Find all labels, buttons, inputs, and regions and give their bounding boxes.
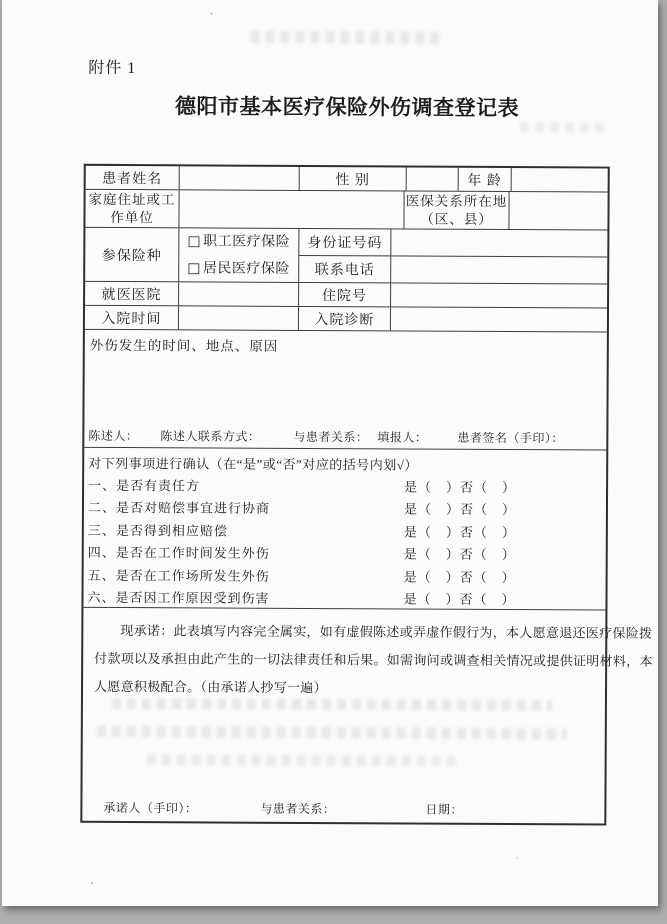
- confirm-item-1-options: 是（ ）否（ ）: [404, 479, 517, 496]
- scan-ghost-artifact: [520, 122, 605, 132]
- confirm-item-3: [88, 520, 606, 545]
- narrator-line: [84, 427, 606, 446]
- option-resident-insurance: [187, 255, 298, 283]
- page-title: 德阳市基本医疗保险外伤调查登记表: [175, 94, 520, 121]
- inpatient-no-label: 住院号: [299, 283, 391, 306]
- id-phone-subgrid: [299, 229, 607, 284]
- gender-value-cell: [407, 168, 459, 191]
- hospital-value-cell: [179, 282, 299, 306]
- patient-name-value-cell: [180, 166, 300, 190]
- checkbox-resident-icon: □: [187, 259, 202, 276]
- confirm-item-4-options: 是（ ）否（ ）: [403, 546, 516, 563]
- confirm-item-2-options: 是（ ）否（ ）: [403, 501, 517, 518]
- hospital-label: 就医医院: [85, 282, 179, 305]
- address-label-line1: 家庭住址或工: [88, 191, 176, 207]
- promiser-footer-line: [82, 799, 662, 818]
- insured-area-label: [404, 191, 509, 229]
- option-employee-label: 职工医疗保险: [203, 233, 291, 250]
- checkbox-employee-icon: □: [187, 232, 202, 249]
- address-value-cell: [179, 190, 404, 228]
- confirm-item-4: [88, 542, 606, 567]
- insurance-options-cell: [179, 228, 299, 282]
- address-label: [85, 190, 179, 227]
- patient-signature-label: 患者签名（手印）：: [457, 430, 564, 446]
- insurance-type-label: 参保险种: [85, 228, 179, 281]
- commitment-line3: 人愿意积极配合。（由承诺人抄写一遍）: [93, 678, 327, 696]
- option-employee-insurance: [187, 228, 298, 256]
- row-admission: [85, 306, 607, 333]
- confirm-item-1-label: 一、是否有责任方: [88, 477, 201, 494]
- confirm-item-1: [88, 475, 606, 500]
- row-commitment: [82, 608, 653, 824]
- row-hospital: [85, 282, 607, 309]
- commitment-cell: [82, 608, 663, 824]
- id-number-label: 身份证号码: [299, 229, 391, 255]
- confirm-item-6-options: 是（ ）否（ ）: [403, 591, 516, 608]
- scan-speck: [91, 882, 93, 884]
- commitment-paragraph: [83, 608, 663, 704]
- row-address: [85, 190, 607, 231]
- phone-label: 联系电话: [299, 256, 391, 282]
- row-insurance-type: [85, 228, 607, 285]
- patient-name-label: 患者姓名: [86, 166, 180, 189]
- confirm-item-2-label: 二、是否对赔偿事宜进行协商: [87, 500, 271, 517]
- age-label: 年 龄: [459, 168, 512, 191]
- narrator-label: 陈述人：: [88, 428, 139, 444]
- insured-area-value-cell: [509, 192, 607, 230]
- commitment-line2: 付款项以及承担由此产生的一切法律责任和后果。如需询问或调查相关情况或提供证明材料，本: [94, 650, 653, 669]
- option-resident-label: 居民医疗保险: [202, 260, 290, 277]
- insured-area-label-line2: （区、县）: [420, 211, 493, 227]
- admit-time-value-cell: [179, 306, 299, 330]
- confirm-item-2: [88, 497, 606, 522]
- scan-ghost-artifact: [250, 31, 445, 44]
- date-label: 日期：: [425, 802, 463, 817]
- confirm-item-5-options: 是（ ）否（ ）: [403, 569, 516, 585]
- commitment-line1: 现承诺：此表填写内容完全属实，如有虚假陈述或弄虚作假行为，本人愿意退还医疗保险拨: [120, 623, 653, 641]
- confirm-item-3-options: 是（ ）否（ ）: [403, 524, 516, 540]
- admit-diagnosis-value-cell: [391, 307, 607, 331]
- age-value-cell: [512, 168, 608, 192]
- row-patient-basic: [86, 166, 608, 193]
- confirmation-header: 对下列事项进行确认（在“是”或“否”对应的括号内划√）: [88, 455, 418, 473]
- narrator-relation-label: 与患者关系：: [293, 429, 369, 445]
- id-number-value-cell: [391, 229, 607, 256]
- confirm-item-5: [88, 564, 606, 589]
- phone-value-cell: [391, 256, 607, 283]
- confirm-item-6-label: 六、是否因工作原因受到伤害: [87, 589, 270, 606]
- admit-time-label: 入院时间: [85, 306, 179, 329]
- confirm-item-3-label: 三、是否得到相应赔偿: [87, 522, 228, 539]
- attachment-label: 附件 1: [88, 59, 137, 78]
- row-id-number: [299, 229, 607, 258]
- confirm-item-4-label: 四、是否在工作时间发生外伤: [87, 545, 270, 561]
- row-phone: [299, 256, 607, 284]
- promiser-relation-label: 与患者关系：: [260, 801, 336, 817]
- admit-diagnosis-label: 入院诊断: [299, 307, 391, 330]
- narrator-contact-label: 陈述人联系方式：: [160, 429, 261, 444]
- row-confirmation: [83, 448, 606, 611]
- scan-speck: [516, 857, 518, 859]
- address-label-line2: 作单位: [110, 209, 154, 225]
- insured-area-label-line1: 医保关系所在地: [405, 192, 508, 209]
- form-filler-label: 填报人：: [377, 430, 428, 445]
- confirmation-cell: [83, 448, 606, 609]
- injury-label: 外伤发生的时间、地点、原因: [89, 337, 279, 354]
- row-injury: [84, 330, 607, 451]
- promiser-label: 承诺人（手印）：: [103, 800, 198, 816]
- inpatient-no-value-cell: [391, 283, 607, 307]
- scan-speck: [211, 12, 213, 14]
- registration-form-table: [80, 164, 653, 826]
- gender-label: 性 别: [300, 167, 407, 191]
- injury-cell: [84, 330, 607, 451]
- confirm-item-5-label: 五、是否在工作场所发生外伤: [87, 567, 270, 584]
